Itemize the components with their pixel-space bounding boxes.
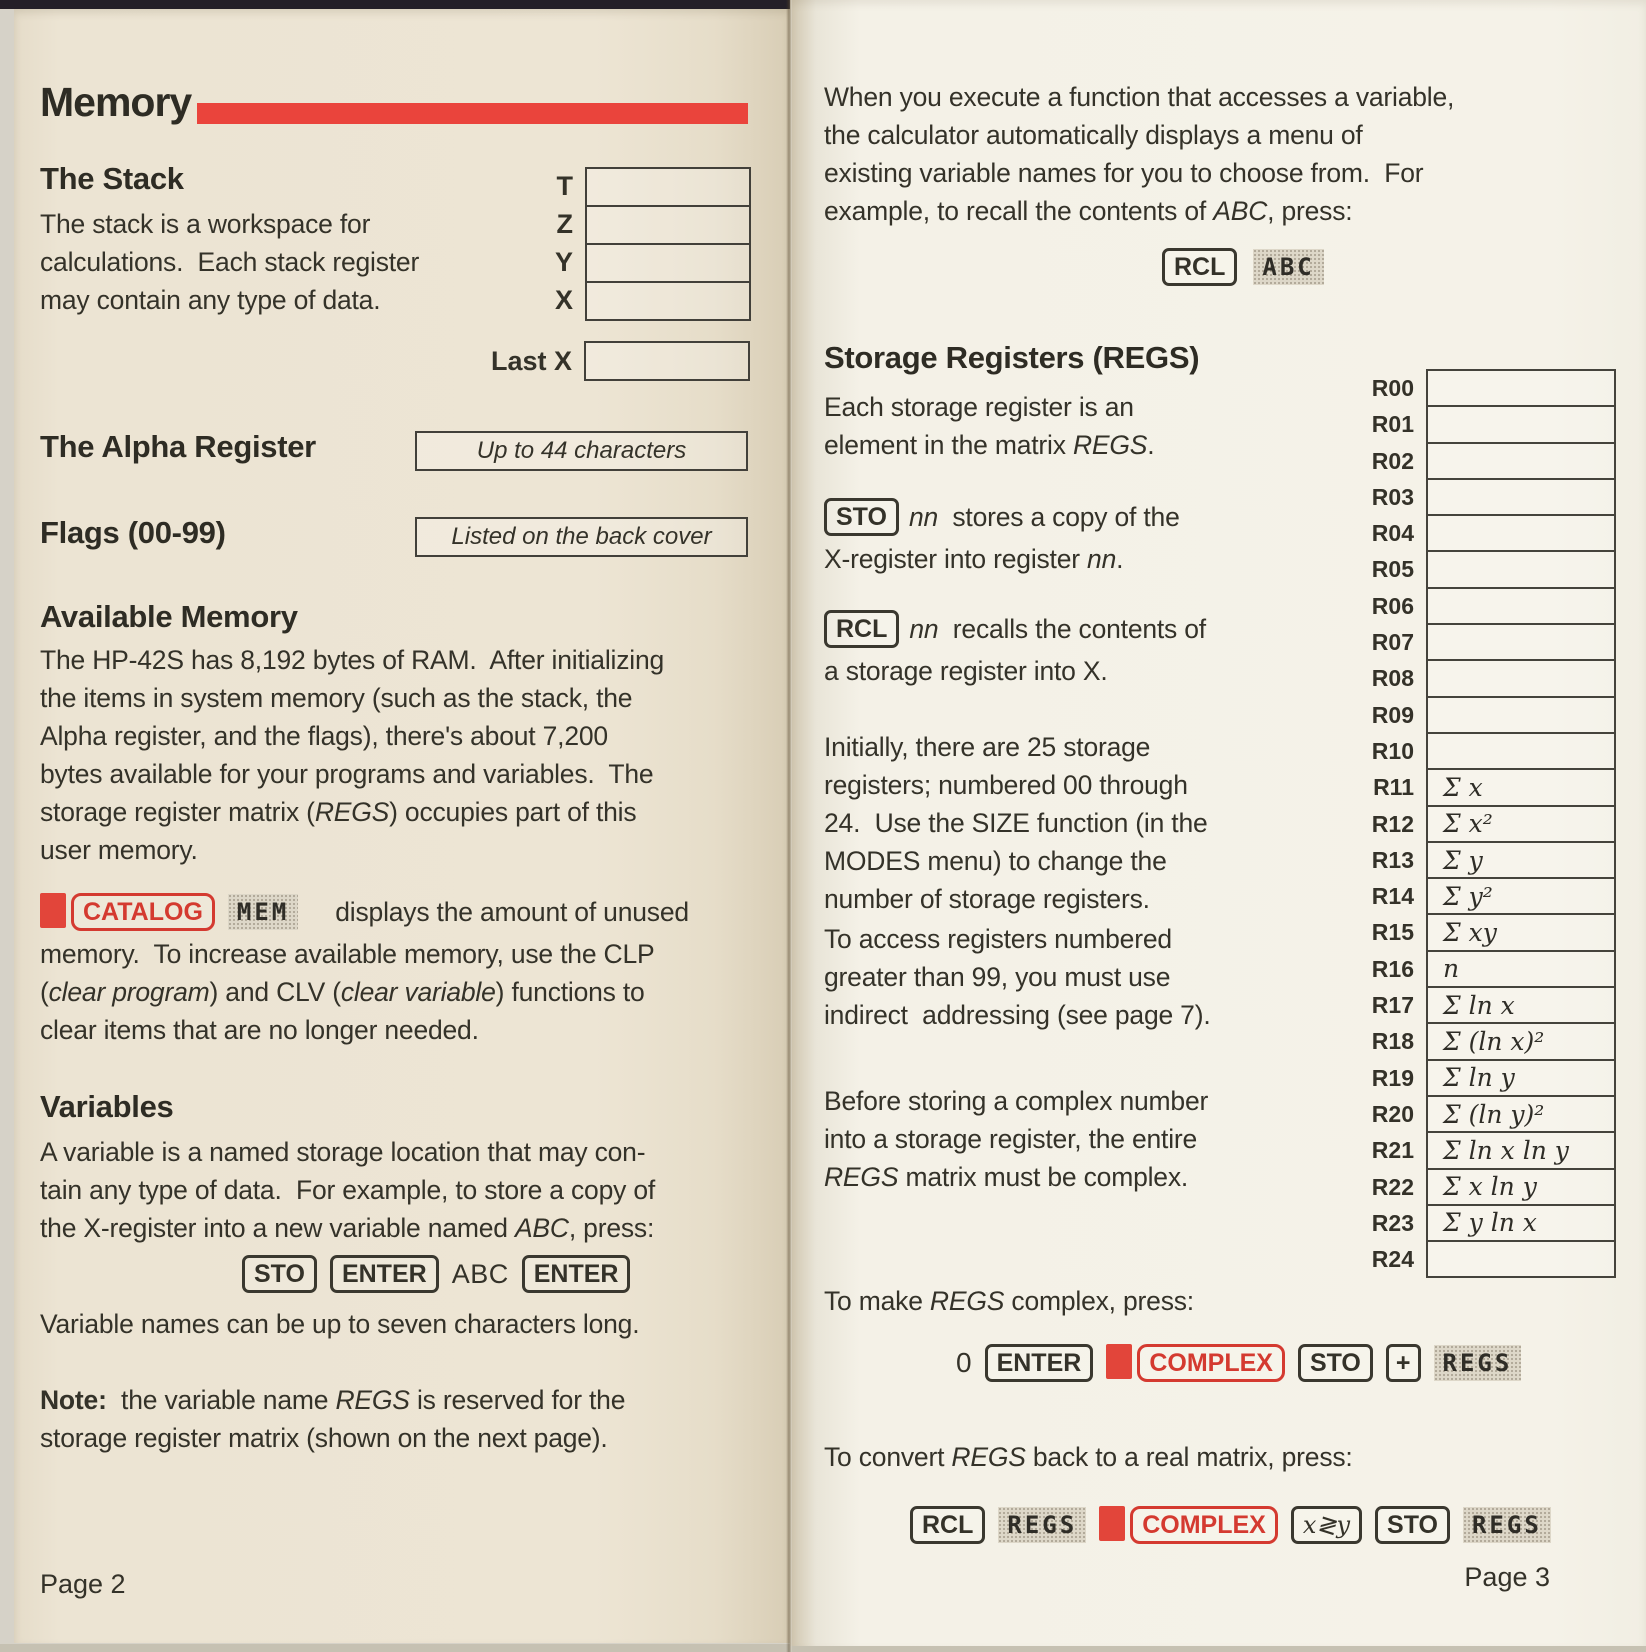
register-box [1426, 768, 1616, 806]
text-line: Variable names can be up to seven characters long. [40, 1309, 640, 1339]
enter-key: ENTER [330, 1255, 439, 1293]
rcl-nn-line2 [824, 652, 1108, 690]
register-label: R04 [1371, 520, 1414, 547]
register-box [1426, 1131, 1616, 1169]
register-row [1340, 768, 1616, 806]
register-label: R21 [1371, 1137, 1414, 1164]
register-label: R24 [1371, 1246, 1414, 1273]
flags-box: Listed on the back cover [415, 517, 748, 557]
text-line: storage register matrix (REGS) occupies part of this [40, 797, 637, 827]
register-box [1426, 1059, 1616, 1097]
sto-enter-abc-enter-keys [242, 1255, 630, 1293]
mem-menu-key: MEM [228, 894, 298, 930]
sto-key: STO [242, 1255, 317, 1293]
nn-placeholder: nn [909, 614, 939, 644]
sto-nn-line [824, 498, 1180, 536]
alpha-register-box: Up to 44 characters [415, 431, 748, 471]
catalog-line-text: displays the amount of unused [335, 897, 689, 927]
register-box [1426, 1240, 1616, 1278]
text-line: Initially, there are 25 storage [824, 732, 1151, 762]
variable-names-line [40, 1305, 639, 1343]
register-row [1340, 1168, 1616, 1206]
register-box [1426, 950, 1616, 988]
register-box [1426, 442, 1616, 480]
plus-key: + [1386, 1344, 1421, 1382]
stack-box-z [585, 205, 751, 245]
register-box [1426, 986, 1616, 1024]
register-box [1426, 696, 1616, 734]
text-line: MODES menu) to change the [824, 846, 1167, 876]
stack-label-t: T [556, 171, 573, 201]
shift-key-icon [40, 893, 66, 928]
register-label: R00 [1371, 375, 1414, 401]
section-heading-flags: Flags (00-99) [40, 515, 226, 550]
register-row [1340, 623, 1616, 661]
text-line: memory. To increase available memory, use the CLP [40, 939, 655, 969]
register-row [1340, 478, 1616, 516]
stack-box-x [585, 281, 751, 321]
text-line: bytes available for your programs and variables. The [40, 759, 654, 789]
sto-nn-text: stores a copy of the [938, 502, 1180, 532]
register-box [1426, 913, 1616, 951]
text-line: existing variable names for you to choose from. For [824, 158, 1424, 188]
register-row [1340, 986, 1616, 1024]
register-value: Σ x² [1443, 809, 1493, 839]
zero-digit: 0 [956, 1347, 972, 1378]
register-row [1340, 950, 1616, 988]
register-value: Σ ln x ln y [1443, 1135, 1569, 1165]
register-value: Σ x ln y [1443, 1172, 1537, 1202]
register-row [1340, 1095, 1616, 1133]
register-label: R19 [1371, 1064, 1414, 1091]
text-line: storage register matrix (shown on the next page). [40, 1423, 608, 1453]
abc-typed-text: ABC [451, 1258, 509, 1289]
complex-key: COMPLEX [1130, 1506, 1278, 1544]
text-line: Alpha register, and the flags), there's about 7,200 [40, 721, 608, 751]
register-box [1426, 550, 1616, 588]
lastx-box [584, 341, 750, 381]
section-heading-available-memory: Available Memory [40, 599, 298, 634]
sto-key: STO [1298, 1344, 1373, 1382]
sto-key: STO [1375, 1506, 1450, 1544]
text-line: To access registers numbered [824, 924, 1172, 954]
register-box [1426, 369, 1616, 407]
available-memory-paragraph [40, 641, 664, 869]
register-label: R22 [1371, 1173, 1414, 1200]
x-swap-y-key: x≷y [1291, 1506, 1362, 1544]
register-label: R11 [1373, 774, 1414, 801]
text-line: the X-register into a new variable named ABC, press: [40, 1213, 655, 1243]
register-box [1426, 877, 1616, 915]
text-line: user memory. [40, 835, 198, 865]
regs-menu-key: REGS [1434, 1345, 1522, 1381]
stack-label-z: Z [556, 209, 573, 239]
text-line: may contain any type of data. [40, 285, 381, 315]
text-line: Note: the variable name REGS is reserved for the [40, 1385, 626, 1415]
stack-box-t [585, 167, 751, 207]
text-line: the calculator automatically displays a menu of [824, 120, 1363, 150]
register-row [1340, 841, 1616, 879]
shift-key-icon [1099, 1506, 1125, 1541]
register-value: Σ xy [1443, 918, 1497, 948]
text-line: When you execute a function that accesses a variable, [824, 82, 1455, 112]
register-row [1340, 805, 1616, 843]
register-label: R13 [1371, 846, 1414, 873]
catalog-key: CATALOG [71, 893, 215, 931]
catalog-paragraph-rest [40, 935, 654, 1049]
register-label: R15 [1371, 919, 1414, 946]
register-box [1426, 805, 1616, 843]
register-label: R10 [1371, 737, 1414, 764]
register-row [1340, 442, 1616, 480]
register-row [1340, 659, 1616, 697]
register-box [1426, 732, 1616, 770]
text-line: greater than 99, you must use [824, 962, 1171, 992]
nn-placeholder: nn [908, 502, 939, 532]
register-label: R08 [1371, 665, 1414, 692]
section-heading-variables: Variables [40, 1089, 174, 1124]
register-label: R23 [1371, 1209, 1414, 1236]
catalog-key-group [40, 893, 215, 931]
text-line: example, to recall the contents of ABC, press: [824, 196, 1353, 226]
text-line: REGS matrix must be complex. [824, 1162, 1189, 1192]
register-box [1426, 1168, 1616, 1206]
register-box [1426, 514, 1616, 552]
text-line: Each storage register is an [824, 392, 1134, 422]
register-value: Σ y [1443, 845, 1483, 875]
register-row [1340, 732, 1616, 770]
register-row [1340, 587, 1616, 625]
title-rule [197, 103, 748, 124]
storage-register-table [1340, 369, 1616, 1278]
text-line: a storage register into X. [824, 656, 1108, 686]
register-box [1426, 623, 1616, 661]
text-line: indirect addressing (see page 7). [824, 1000, 1211, 1030]
text-line: number of storage registers. [824, 884, 1150, 914]
register-label: R20 [1371, 1100, 1414, 1127]
register-box [1426, 1022, 1616, 1060]
stack-box-y [585, 243, 751, 283]
access-paragraph [824, 920, 1211, 1034]
register-row [1340, 1240, 1616, 1278]
abc-menu-key: ABC [1253, 249, 1323, 285]
register-row [1340, 514, 1616, 552]
text-line: the items in system memory (such as the stack, the [40, 683, 633, 713]
text-line: 24. Use the SIZE function (in the [824, 808, 1208, 838]
register-box [1426, 478, 1616, 516]
text-line: (clear program) and CLV (clear variable) functions to [40, 977, 645, 1007]
storage-registers-paragraph [824, 388, 1154, 464]
register-row [1340, 1131, 1616, 1169]
lastx-diagram [428, 341, 750, 381]
register-box [1426, 841, 1616, 879]
page-title: Memory [40, 79, 192, 125]
register-label: R07 [1371, 629, 1414, 656]
lastx-label: Last X [490, 346, 572, 376]
register-box [1426, 587, 1616, 625]
register-row [1340, 877, 1616, 915]
rcl-key: RCL [1162, 248, 1237, 286]
text-line: The stack is a workspace for [40, 209, 371, 239]
convert-real-keys [910, 1506, 1551, 1544]
register-row [1340, 369, 1616, 407]
register-box [1426, 1095, 1616, 1133]
register-label: R06 [1371, 592, 1414, 619]
stack-paragraph [40, 205, 419, 319]
regs-menu-key: REGS [998, 1507, 1086, 1543]
complex-key-group [1099, 1506, 1278, 1544]
register-label: R14 [1371, 883, 1414, 910]
register-row [1340, 550, 1616, 588]
convert-real-line [824, 1438, 1353, 1476]
register-box [1426, 1204, 1616, 1242]
page-3 [790, 0, 1646, 1646]
section-heading-storage-registers: Storage Registers (REGS) [824, 340, 1200, 375]
text-line: clear items that are no longer needed. [40, 1015, 479, 1045]
rcl-key: RCL [910, 1506, 985, 1544]
shift-key-icon [1106, 1344, 1132, 1379]
register-value: Σ ln x [1443, 990, 1515, 1020]
register-value: Σ (ln x)² [1443, 1026, 1545, 1056]
page-number-left: Page 2 [40, 1569, 126, 1599]
register-value: Σ y² [1443, 881, 1493, 911]
register-value: Σ (ln y)² [1443, 1099, 1545, 1129]
text-line: A variable is a named storage location that may con- [40, 1137, 646, 1167]
page-2 [14, 9, 790, 1643]
register-row [1340, 1204, 1616, 1242]
rcl-nn-line [824, 610, 1206, 648]
catalog-mem-line [40, 893, 689, 931]
register-row [1340, 405, 1616, 443]
sto-nn-line2 [824, 540, 1123, 578]
intro-paragraph [824, 78, 1454, 230]
register-box [1426, 405, 1616, 443]
stack-register-labels [515, 167, 585, 321]
complex-key-group [1106, 1344, 1285, 1382]
rcl-nn-text: recalls the contents of [938, 614, 1206, 644]
stack-label-x: X [554, 285, 573, 315]
regs-menu-key: REGS [1463, 1507, 1551, 1543]
before-complex-paragraph [824, 1082, 1208, 1196]
rcl-key: RCL [824, 610, 899, 648]
text-line: Before storing a complex number [824, 1086, 1209, 1116]
page-fold-crease [786, 0, 792, 1652]
stack-label-y: Y [554, 247, 573, 277]
note-paragraph [40, 1381, 625, 1457]
register-value: Σ y ln x [1443, 1208, 1537, 1238]
rcl-abc-keys [1162, 248, 1324, 286]
page-number-right: Page 3 [1464, 1562, 1550, 1592]
register-row [1340, 696, 1616, 734]
text-line: into a storage register, the entire [824, 1124, 1198, 1154]
stack-register-boxes [585, 167, 751, 321]
text-line: To make REGS complex, press: [824, 1286, 1194, 1316]
register-label: R09 [1371, 701, 1414, 728]
make-complex-keys [956, 1344, 1521, 1382]
text-line: element in the matrix REGS. [824, 430, 1155, 460]
section-heading-alpha-register: The Alpha Register [40, 429, 316, 464]
text-line: To convert REGS back to a real matrix, press: [824, 1442, 1353, 1472]
section-heading-the-stack: The Stack [40, 161, 184, 196]
stack-diagram [515, 167, 751, 321]
enter-key: ENTER [522, 1255, 631, 1293]
register-label: R05 [1371, 556, 1414, 583]
initially-paragraph [824, 728, 1208, 918]
register-box [1426, 659, 1616, 697]
register-row [1340, 1022, 1616, 1060]
text-line: registers; numbered 00 through [824, 770, 1188, 800]
register-value: Σ x [1443, 772, 1483, 802]
register-value: Σ ln y [1443, 1063, 1515, 1093]
register-label: R03 [1371, 483, 1414, 510]
enter-key: ENTER [985, 1344, 1094, 1382]
sto-key: STO [824, 498, 899, 536]
text-line: calculations. Each stack register [40, 247, 420, 277]
make-complex-line [824, 1282, 1194, 1320]
register-label: R02 [1371, 447, 1414, 474]
text-line: X-register into register nn. [824, 544, 1124, 574]
text-line: tain any type of data. For example, to store a copy of [40, 1175, 656, 1205]
register-row [1340, 913, 1616, 951]
register-value: n [1443, 954, 1460, 984]
register-label: R16 [1371, 955, 1414, 982]
register-label: R18 [1371, 1028, 1414, 1055]
register-row [1340, 1059, 1616, 1097]
complex-key: COMPLEX [1137, 1344, 1285, 1382]
register-label: R17 [1371, 992, 1414, 1019]
variables-paragraph [40, 1133, 655, 1247]
text-line: The HP-42S has 8,192 bytes of RAM. After initializing [40, 645, 665, 675]
register-label: R12 [1371, 810, 1414, 837]
register-label: R01 [1371, 411, 1414, 438]
